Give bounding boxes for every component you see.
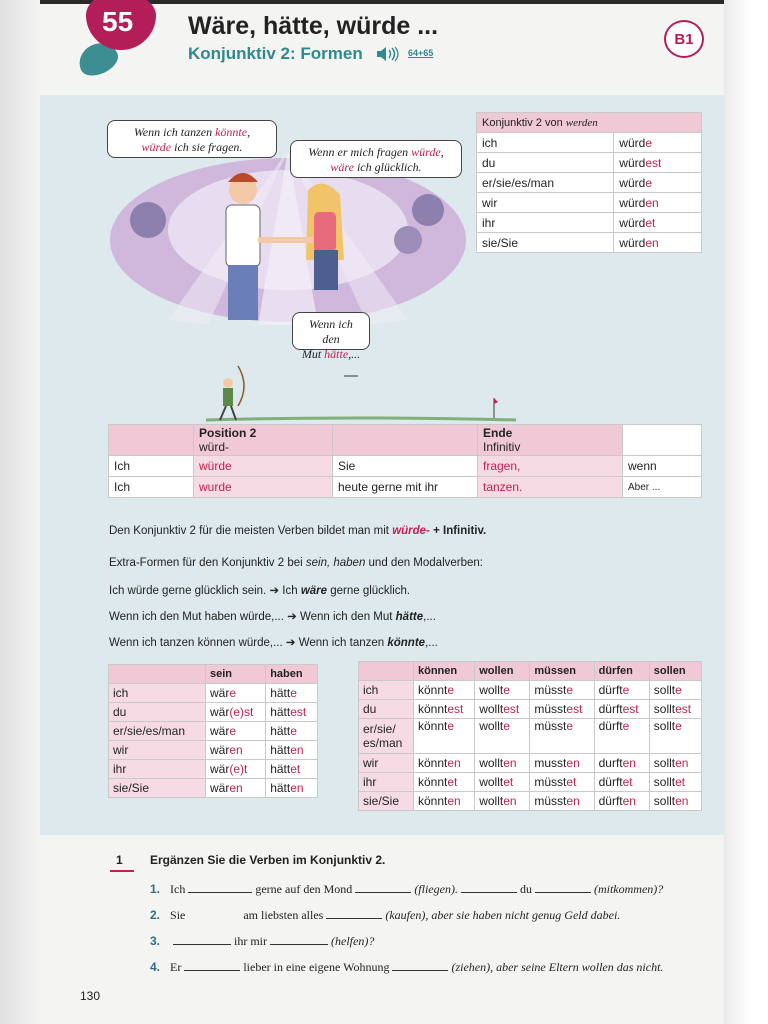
- table-row: ich würde: [477, 133, 702, 153]
- table-row: du wär(e)st hättest: [109, 703, 318, 722]
- speech-bubble-boy: Wenn ich tanzen könnte, würde ich sie fragen.: [107, 120, 277, 158]
- answer-blank[interactable]: [461, 880, 517, 893]
- audio-track-number: 64+65: [408, 48, 434, 58]
- table-row: sie/Sie könnten wollten müssten dürften sollten: [359, 792, 702, 811]
- example-sentence-2: Wenn ich den Mut haben würde,... ➔ Wenn ich den Mut hätte,...: [109, 611, 436, 623]
- table-row: sie/Sie würden: [477, 233, 702, 253]
- archer-illustration: [206, 358, 516, 428]
- answer-blank[interactable]: [392, 958, 448, 971]
- table-row: wir könnten wollten mussten durften sollten: [359, 754, 702, 773]
- answer-blank[interactable]: [535, 880, 591, 893]
- end-header: Ende Infinitiv: [478, 425, 623, 456]
- table-row: ich könnte wollte müsste dürfte sollte: [359, 681, 702, 700]
- table-row: du würdest: [477, 153, 702, 173]
- table-row: du könntest wolltest müsstest dürftest solltest: [359, 700, 702, 719]
- exercise-number-underline: [110, 870, 134, 872]
- example-sentence-1: Ich würde gerne glücklich sein. ➔ Ich wäre gerne glücklich.: [109, 585, 411, 597]
- table-row: sie/Sie wären hätten: [109, 779, 318, 798]
- table-row: er/sie/ es/man könnte wollte müsste dürfte sollte: [359, 719, 702, 754]
- werden-table-header: Konjunktiv 2 von werden: [477, 113, 702, 133]
- exercise-item-1: 1. Ich gerne auf den Mond (fliegen). du (mitkommen)?: [150, 882, 664, 896]
- rule-sentence: Den Konjunktiv 2 für die meisten Verben bildet man mit würde- + Infinitiv.: [109, 525, 487, 537]
- table-row: Ich wurde heute gerne mit ihr tanzen. Aber ...: [109, 477, 702, 498]
- answer-blank[interactable]: [326, 906, 382, 919]
- werden-conjugation-table: [476, 112, 702, 253]
- answer-blank[interactable]: [173, 932, 231, 945]
- position-2-header: Position 2 würd-: [194, 425, 333, 456]
- exercise-item-2: 2. Sie am liebsten alles (kaufen), aber sie haben nicht genug Geld dabei.: [150, 908, 621, 922]
- chapter-number: 55: [102, 6, 134, 37]
- exercise-item-4: 4. Er lieber in eine eigene Wohnung (ziehen), aber seine Eltern wollen das nicht.: [150, 960, 664, 974]
- table-row: ich wäre hätte: [109, 684, 318, 703]
- table-row: wir wären hätten: [109, 741, 318, 760]
- table-row: er/sie/es/man wäre hätte: [109, 722, 318, 741]
- answer-blank[interactable]: [270, 932, 328, 945]
- exercise-number: 1: [116, 853, 123, 867]
- exercise-item-3: 3. ihr mir (helfen)?: [150, 934, 375, 948]
- answer-blank[interactable]: [355, 880, 411, 893]
- page-subtitle: Konjunktiv 2: Formen: [188, 44, 363, 63]
- table-row: ihr könntet wolltet müsstet dürftet solltet: [359, 773, 702, 792]
- table-row: ihr würdet: [477, 213, 702, 233]
- table-row: er/sie/es/man würde: [477, 173, 702, 193]
- page-edge: [724, 0, 768, 1024]
- example-sentence-3: Wenn ich tanzen können würde,... ➔ Wenn ich tanzen könnte,...: [109, 637, 438, 649]
- answer-blank[interactable]: [188, 880, 252, 893]
- exercise-title: Ergänzen Sie die Verben im Konjunktiv 2.: [150, 853, 386, 867]
- speech-bubble-thought: Wenn ich den Mut hätte,...: [292, 312, 370, 350]
- page-title: Wäre, hätte, würde ...: [188, 12, 439, 40]
- modal-verbs-table: können wollen müssen dürfen sollen ich könnte wollte müsste dürfte sollte du könntest wolltest müsstest dürftest solltest er/sie/ es/man könnte wollte müsste dürfte sollte wir könnten wollten mussten durften sollten ihr könntet wolltet müsstet dürftet solltet sie/Sie könnten wollten müssten dürften sollten: [358, 661, 702, 811]
- table-row: ihr wär(e)t hättet: [109, 760, 318, 779]
- audio-speaker-icon[interactable]: [375, 46, 403, 62]
- table-row: wir würden: [477, 193, 702, 213]
- answer-blank[interactable]: [184, 958, 240, 971]
- table-row: Ich würde Sie fragen, wenn: [109, 456, 702, 477]
- sentence-position-table: [108, 424, 702, 498]
- speech-bubble-girl: Wenn er mich fragen würde, wäre ich glücklich.: [290, 140, 462, 178]
- binding-shadow: [0, 0, 40, 1024]
- page-number: 130: [80, 989, 101, 1003]
- sein-haben-table: sein haben ich wäre hätte du wär(e)st hättest er/sie/es/man wäre hätte wir wären hätten ihr wär(e)t hättet sie/Sie wären hätten: [108, 664, 318, 798]
- extra-forms-sentence: Extra-Formen für den Konjunktiv 2 bei sein, haben und den Modalverben:: [109, 557, 483, 569]
- level-badge: B1: [664, 20, 704, 58]
